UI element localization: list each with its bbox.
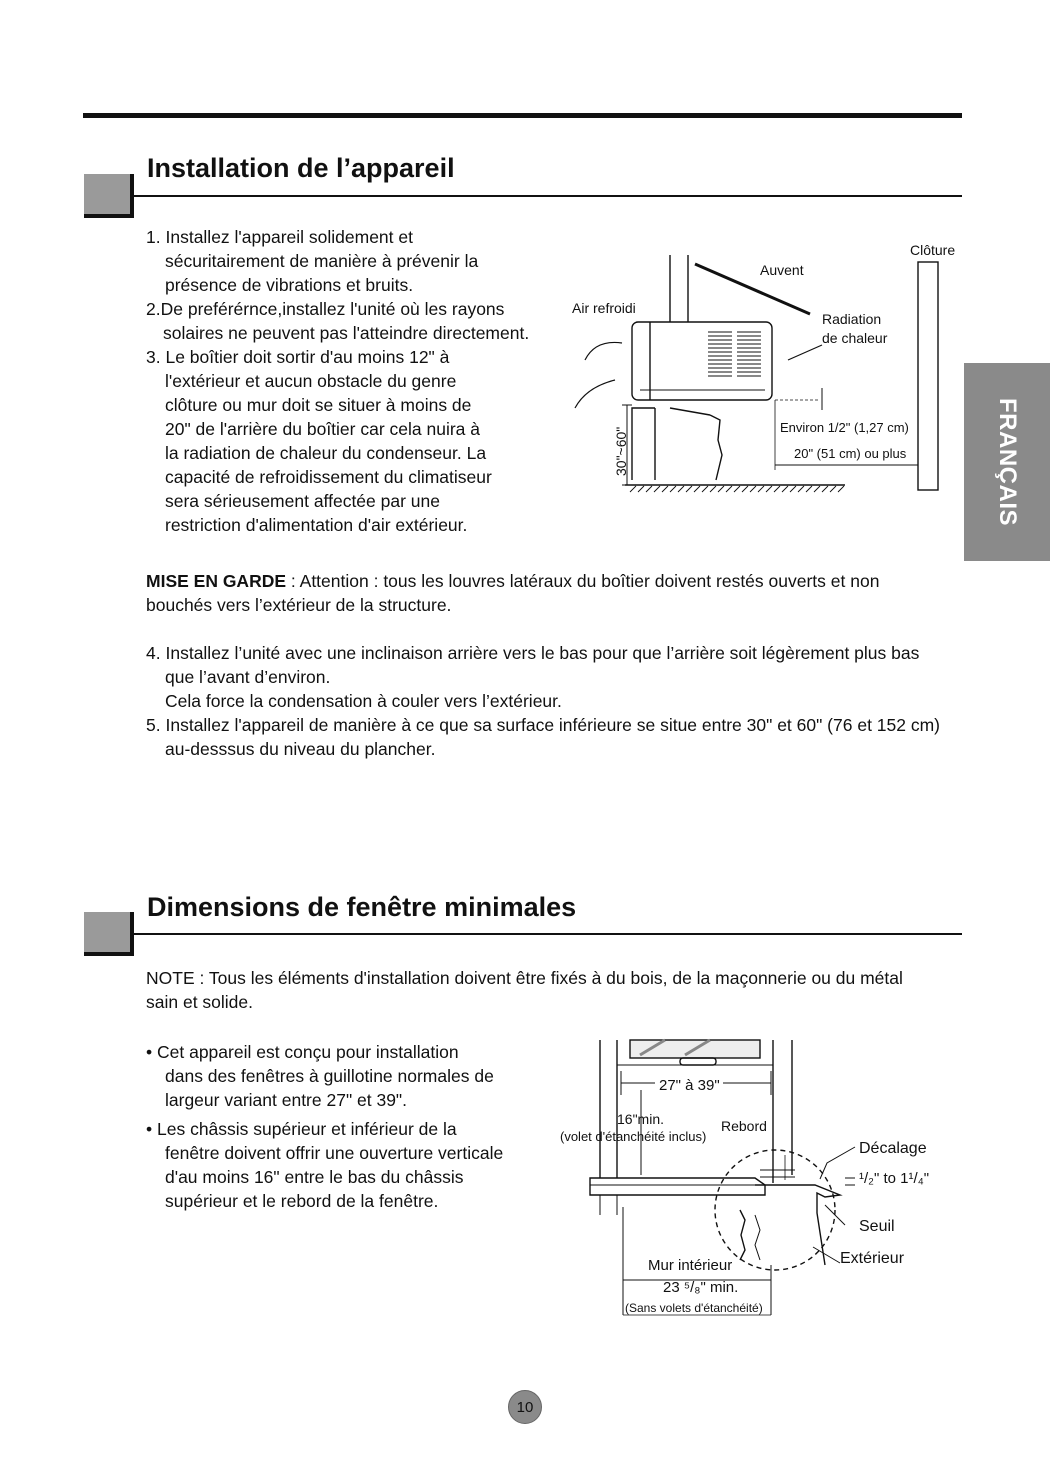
window-sill [590,1178,765,1195]
section-rule [130,933,962,935]
list-item-line: largeur variant entre 27" et 39". [165,1090,408,1110]
note-line: sain et solide. [146,992,254,1012]
label-radiation: Radiation [822,311,882,327]
label-seuil: Seuil [859,1218,895,1235]
list-item-line: sécuritairement de manière à prévenir la [165,251,479,271]
list-item: 5. Installez l'appareil de manière à ce que sa surface inférieure se situe entre 30" et 60" (76 et 152 cm) [146,715,941,735]
ac-unit [632,322,772,400]
list-item-line: la radiation de chaleur du condenseur. La [165,443,487,463]
list-item-line: supérieur et le rebord de la fenêtre. [165,1191,439,1211]
cold-air-arrow [575,380,615,408]
label-mur: Mur intérieur [648,1257,733,1274]
label-23min: 23 ⁵/₈" min. [663,1279,739,1296]
top-rule [83,113,962,118]
list-item-line: solaires ne peuvent pas l'atteindre directement. [163,323,530,343]
label-cloture: Clôture [910,242,956,258]
label-air-refroidi: Air refroidi [572,300,636,316]
label-width: 27" à 39" [659,1077,720,1094]
label-sans-volets: (Sans volets d'étanchéité) [625,1301,763,1315]
note-line: NOTE : Tous les éléments d'installation doivent être fixés à du bois, de la maçonnerie ou du métal [146,968,903,988]
caution-line: MISE EN GARDE : Attention : tous les louvres latéraux du boîtier doivent restés ouverts et non [146,571,880,591]
seuil [755,1185,840,1265]
section-title-installation: Installation de l’appareil [147,153,455,183]
label-de-chaleur: de chaleur [822,330,888,346]
list-item-line: présence de vibrations et bruits. [165,275,414,295]
label-environ: Environ 1/2" (1,27 cm) [780,420,909,435]
language-tab-label: FRANÇAIS [994,398,1021,526]
list-item-line: 20" de l'arrière du boîtier car cela nuira à [165,419,480,439]
installation-list-4-5 [146,641,966,761]
list-item: 1. Installez l'appareil solidement et [146,227,413,247]
list-item-line: fenêtre doivent offrir une ouverture verticale [165,1143,504,1163]
cold-air-arrow [585,342,622,360]
fence [918,262,938,490]
label-distance: 20" (51 cm) ou plus [794,446,907,461]
section-rule [130,195,962,197]
list-item-line: l'extérieur et aucun obstacle du genre [165,371,457,391]
caution-label: MISE EN GARDE [146,571,287,591]
list-item-line: d'au moins 16" entre le bas du châssis [165,1167,464,1187]
list-item-line: au-desssus du niveau du plancher. [165,739,436,759]
bullet-list [146,1040,526,1213]
note-block [146,966,966,1014]
list-item: 2.De preférérnce,installez l'unité où les rayons [146,299,505,319]
label-exterieur: Extérieur [840,1250,905,1267]
label-auvent: Auvent [760,262,804,278]
list-item: • Cet appareil est conçu pour installation [146,1042,459,1062]
label-16min: 16"min. [617,1111,664,1127]
list-item-line: dans des fenêtres à guillotine normales de [165,1066,494,1086]
language-tab [964,363,1050,561]
list-item-line: capacité de refroidissement du climatiseur [165,467,492,487]
label-offset: ¹/₂" to 1¹/₄" [859,1170,930,1187]
list-item-line: restriction d'alimentation d'air extérieur. [165,515,468,535]
list-item: 3. Le boîtier doit sortir d'au moins 12" à [146,347,450,367]
installation-list-1-3 [146,225,556,537]
list-item: • Les châssis supérieur et inférieur de la [146,1119,457,1139]
label-decalage: Décalage [859,1140,927,1157]
window-dimensions-diagram [555,1035,955,1320]
frame-right [773,1040,792,1183]
list-item: 4. Installez l’unité avec une inclinaison arrière vers le bas pour que l’arrière soit légèrement plus bas [146,643,920,663]
heat-arrow [788,345,822,360]
label-rebord: Rebord [721,1118,767,1134]
sash-lock [680,1058,716,1065]
label-height: 30"~60" [613,426,629,476]
page-number: 10 [508,1390,542,1424]
list-item-line: sera sérieusement affectée par une [165,491,440,511]
frame-left [600,1040,617,1185]
label-volet: (volet d'étanchéité inclus) [560,1129,707,1144]
inner-wall [740,1210,745,1260]
caution-line: bouchés vers l’extérieur de la structure. [146,595,452,615]
section-title-dimensions: Dimensions de fenêtre minimales [147,892,577,922]
list-item-line: que l’avant d’environ. [165,667,331,687]
list-item-line: Cela force la condensation à couler vers l’extérieur. [165,691,562,711]
list-item-line: clôture ou mur doit se situer à moins de [165,395,472,415]
caution-block [146,569,946,617]
section-marker-box [84,174,134,218]
installation-diagram [560,240,960,500]
section-marker-box [84,912,134,956]
